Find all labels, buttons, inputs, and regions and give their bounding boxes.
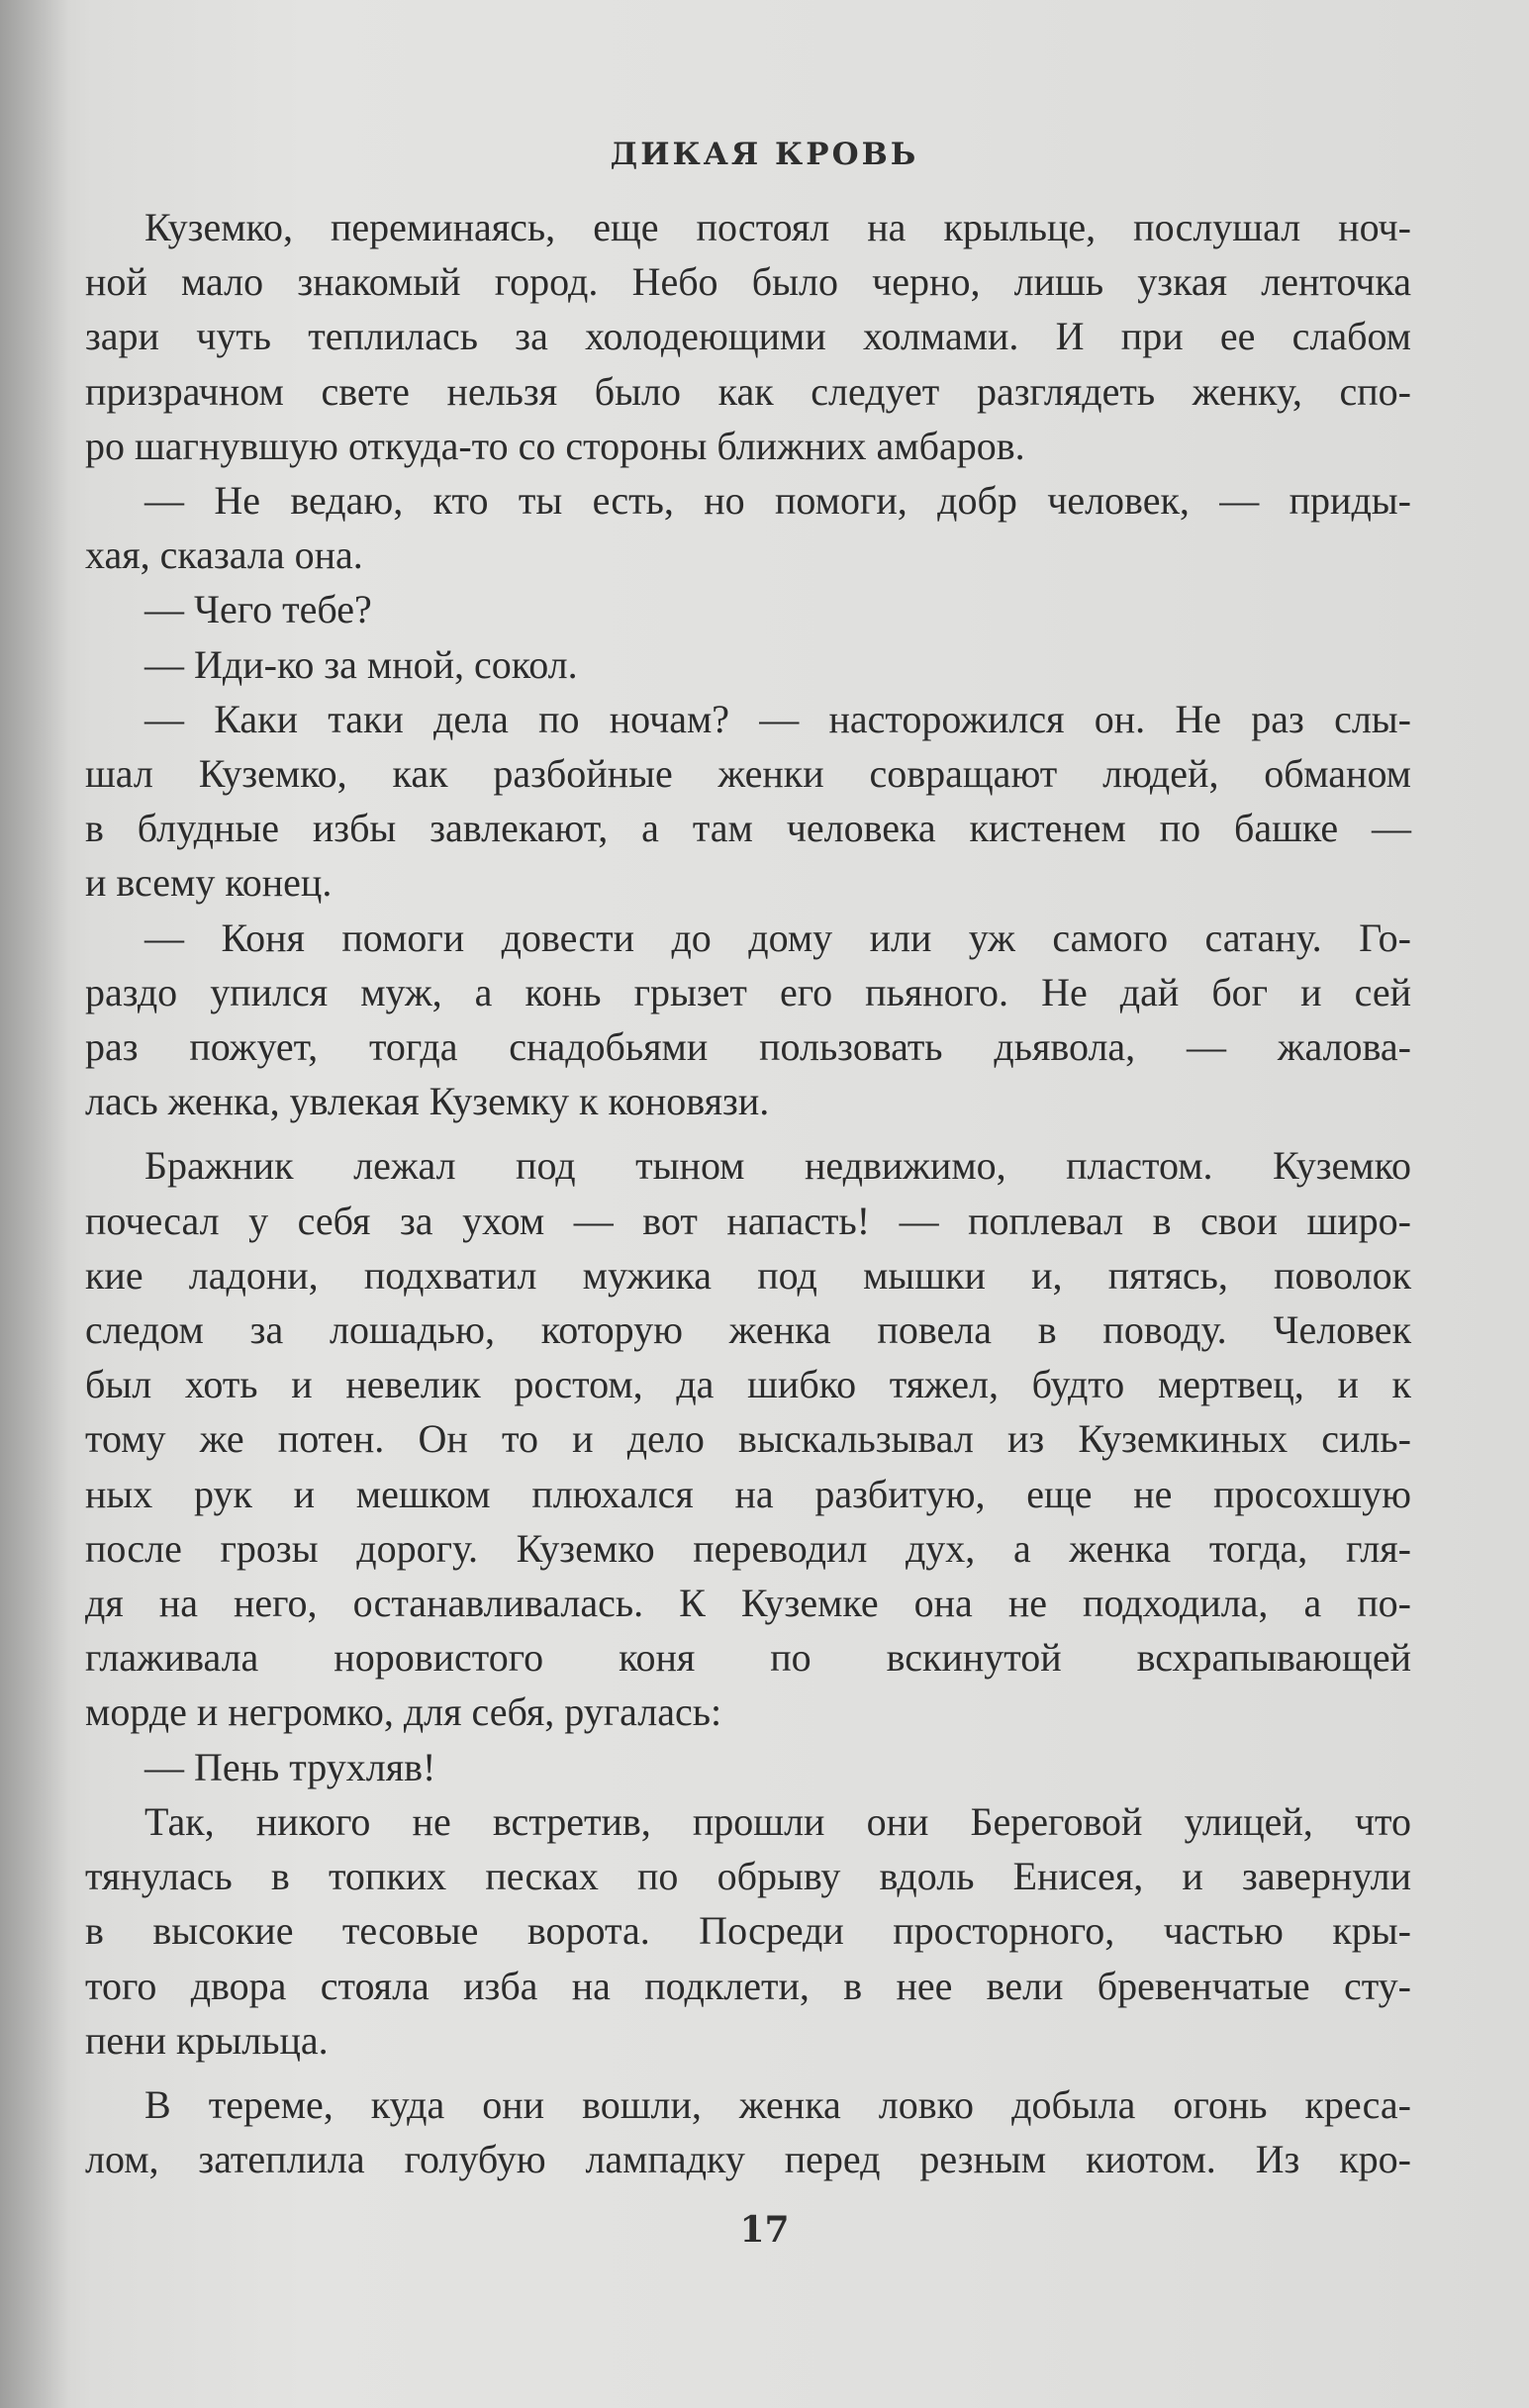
- text-line: — Чего тебе?: [144, 587, 372, 632]
- text-line: призрачном свете нельзя было как следует разглядеть женку, спо-: [85, 368, 1411, 414]
- text-line: ных рук и мешком плюхался на разбитую, еще не просохшую: [85, 1471, 1411, 1516]
- text-line: морде и негромко, для себя, ругалась:: [85, 1689, 722, 1735]
- body-text: [85, 200, 1411, 2186]
- text-line: — Не ведаю, кто ты есть, но помоги, добр человек, — приды-: [144, 478, 1411, 524]
- paragraph-gap: [85, 1128, 1411, 1138]
- text-line: кие ладони, подхватил мужика под мышки и, пятясь, поволок: [85, 1252, 1411, 1298]
- text-line: Так, никого не встретив, прошли они Береговой улицей, что: [144, 1798, 1411, 1844]
- text-line: после грозы дорогу. Куземко переводил дух, а женка тогда, гля-: [85, 1525, 1411, 1571]
- running-head: ДИКАЯ КРОВЬ: [610, 137, 919, 172]
- text-line: — Иди-ко за мной, сокол.: [144, 641, 578, 687]
- page-number: 17: [739, 2209, 790, 2251]
- text-line: раз пожует, тогда снадобьями пользовать дьявола, — жалова-: [85, 1024, 1411, 1070]
- text-line: в блудные избы завлекают, а там человека кистенем по башке —: [85, 806, 1411, 851]
- text-line: ной мало знакомый город. Небо было черно, лишь узкая ленточка: [85, 259, 1411, 305]
- text-line: — Пень трухляв!: [144, 1744, 436, 1789]
- text-line: лась женка, увлекая Куземку к коновязи.: [85, 1079, 770, 1124]
- text-line: зари чуть теплилась за холодеющими холмами. И при ее слабом: [85, 314, 1411, 359]
- text-line: дя на него, останавливалась. К Куземке она не подходила, а по-: [85, 1581, 1411, 1626]
- text-line: пени крыльца.: [85, 2017, 329, 2063]
- text-line: раздо упился муж, а конь грызет его пьяного. Не дай бог и сей: [85, 969, 1411, 1014]
- text-line: в высокие тесовые ворота. Посреди просторного, частью кры-: [85, 1908, 1411, 1954]
- text-line: шал Куземко, как разбойные женки совращают людей, обманом: [85, 751, 1411, 797]
- gutter-shadow: [0, 0, 69, 2408]
- text-line: тянулась в топких песках по обрыву вдоль Енисея, и завернули: [85, 1854, 1411, 1899]
- text-line: — Коня помоги довести до дому или уж самого сатану. Го-: [144, 915, 1411, 960]
- text-line: хая, сказала она.: [85, 532, 363, 578]
- text-line: ро шагнувшую откуда-то со стороны ближних амбаров.: [85, 423, 1025, 468]
- text-line: следом за лошадью, которую женка повела в поводу. Человек: [85, 1307, 1411, 1353]
- text-line: Бражник лежал под тыном недвижимо, пластом. Куземко: [144, 1143, 1411, 1189]
- text-line: почесал у себя за ухом — вот напасть! — поплевал в свои широ-: [85, 1198, 1411, 1243]
- text-line: лом, затеплила голубую лампадку перед резным киотом. Из кро-: [85, 2137, 1411, 2182]
- text-line: тому же потен. Он то и дело выскальзывал из Куземкиных силь-: [85, 1416, 1411, 1462]
- text-line: Куземко, переминаясь, еще постоял на крыльце, послушал ноч-: [144, 205, 1411, 249]
- text-line: того двора стояла изба на подклети, в нее вели бревенчатые сту-: [85, 1963, 1411, 2008]
- text-line: и всему конец.: [85, 860, 333, 906]
- text-line: был хоть и невелик ростом, да шибко тяжел, будто мертвец, и к: [85, 1362, 1411, 1407]
- text-line: — Каки таки дела по ночам? — насторожился он. Не раз слы-: [144, 696, 1411, 741]
- text-line: глаживала норовистого коня по вскинутой всхрапывающей: [85, 1635, 1411, 1681]
- paragraph-gap: [85, 2068, 1411, 2077]
- text-line: В тереме, куда они вошли, женка ловко добыла огонь креса-: [144, 2081, 1411, 2127]
